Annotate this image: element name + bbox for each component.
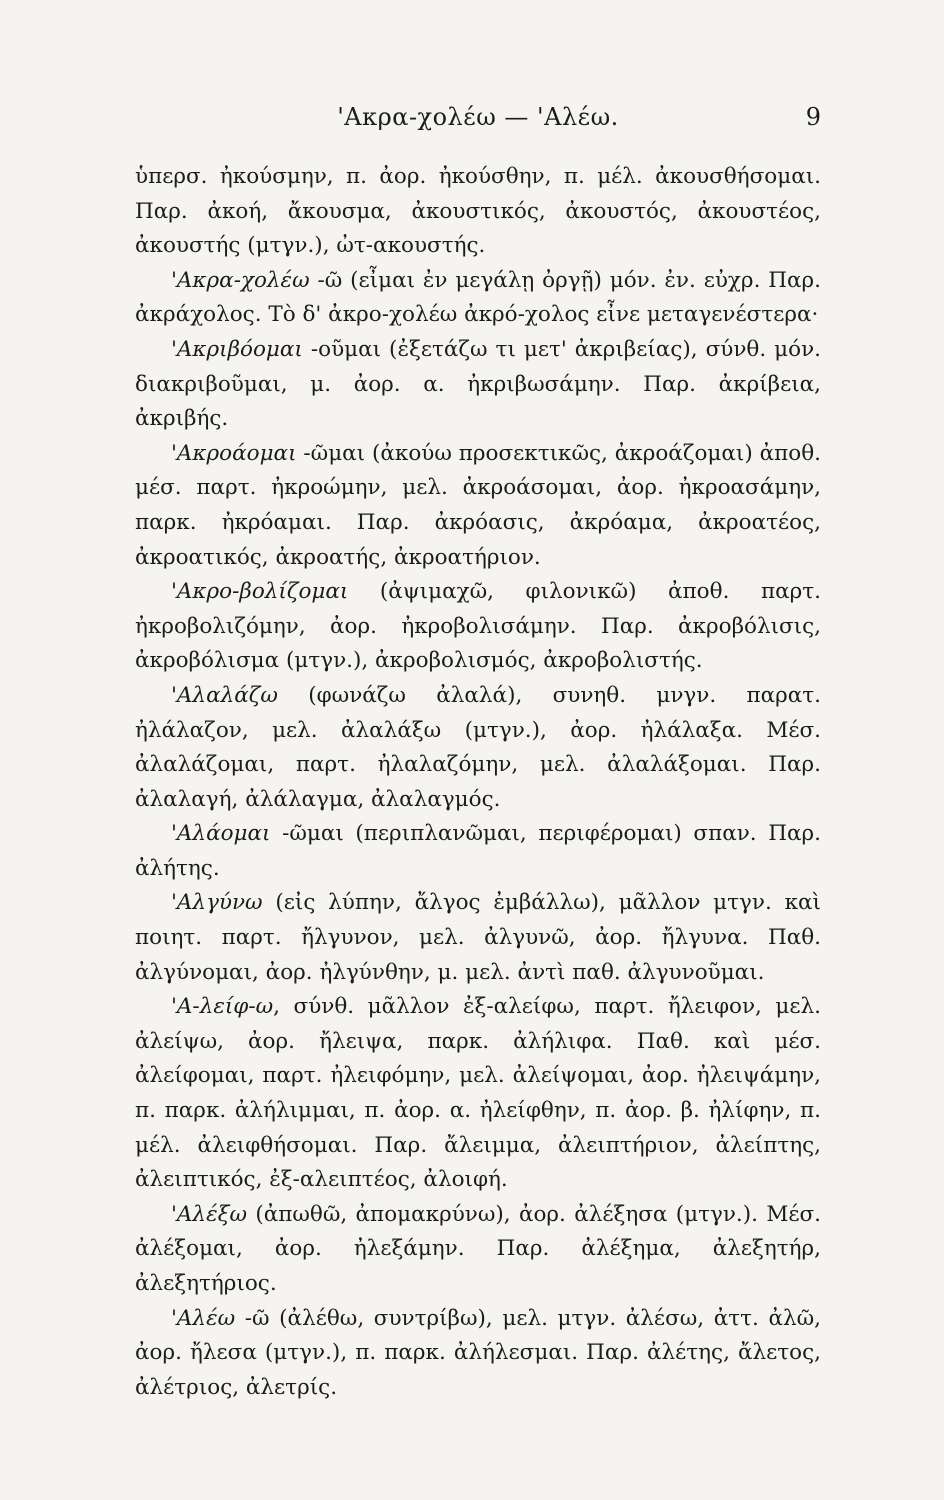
entry-text: -ῶμαι (περιπλανῶμαι, περιφέρομαι) σπαν. Παρ. ἀλήτης. [135,821,821,881]
dictionary-entry [135,437,821,575]
dictionary-entry [135,817,821,886]
entry-text: -ῶμαι (ἀκούω προσεκτικῶς, ἀκροάζομαι) ἀποθ. μέσ. παρτ. ἠκροώμην, μελ. ἀκροάσομαι, ἀορ. ἠκροασάμην, παρκ. ἠκρόαμαι. Παρ. ἀκρόασις, ἀκρόαμα, ἀκροατέος, ἀκροατικός, ἀκροατής, ἀκροατήριον. [135,440,821,570]
entry-lemma: 'Ακριβόομαι [171,336,303,362]
entry-lemma: 'Ακροάομαι [171,440,297,466]
entry-text: (ἀπωθῶ, ἀπομακρύνω), ἀορ. ἀλέξησα (μτγν.). Μέσ. ἀλέξομαι, ἀορ. ἠλεξάμην. Παρ. ἀλέξημα, ἀλεξητήρ, ἀλεξητήριος. [135,1201,821,1296]
entry-lemma: 'Αλέω [171,1305,236,1331]
entry-text: , σύνθ. μᾶλλον ἐξ-αλείφω, παρτ. ἤλειφον, μελ. ἀλείψω, ἀορ. ἤλειψα, παρκ. ἀλήλιφα. Παθ. καὶ μέσ. ἀλείφομαι, παρτ. ἠλειφόμην, μελ. ἀλείψομαι, ἀορ. ἠλειψάμην, π. παρκ. ἀλήλιμμαι, π. ἀορ. α. ἠλείφθην, π. ἀορ. β. ἠλίφην, π. μέλ. ἀλειφθήσομαι. Παρ. ἄλειμμα, ἀλειπτήριον, ἀλείπτης, ἀλειπτικός, ἐξ-αλειπτέος, ἀλοιφή. [135,994,821,1193]
entry-text: -οῦμαι (ἐξετάζω τι μετ' ἀκριβείας), σύνθ. μόν. διακριβοῦμαι, μ. ἀορ. α. ἠκριβωσάμην. Παρ. ἀκρίβεια, ἀκριβής. [135,336,821,432]
entry-lemma: 'Αλάομαι [171,821,271,847]
dictionary-text [135,160,821,1405]
dictionary-entry [135,886,821,990]
entry-lemma: 'Α-λείφ-ω [171,994,274,1020]
running-head [135,103,821,143]
entry-lemma: 'Αλέξω [171,1201,247,1227]
entry-text: (φωνάζω ἀλαλά), συνηθ. μνγν. παρατ. ἠλάλαζον, μελ. ἀλαλάξω (μτγν.), ἀορ. ἠλάλαξα. Μέσ. ἀλαλάζομαι, παρτ. ἠλαλαζόμην, μελ. ἀλαλάξομαι. Παρ. ἀλαλαγή, ἀλάλαγμα, ἀλαλαγμός. [135,682,821,812]
entry-lemma: 'Ακρο-βολίζομαι [171,579,349,605]
entry-text: (ἀψιμαχῶ, φιλονικῶ) ἀποθ. παρτ. ἠκροβολιζόμην, ἀορ. ἠκροβολισάμην. Παρ. ἀκροβόλισις, ἀκροβόλισμα (μτγν.), ἀκροβολισμός, ἀκροβολιστής. [135,579,821,674]
entry-text: -ῶ (ἀλέθω, συντρίβω), μελ. μτγν. ἀλέσω, ἀττ. ἀλῶ, ἀορ. ἤλεσα (μτγν.), π. παρκ. ἀλήλεσμαι. Παρ. ἀλέτης, ἄλετος, ἀλέτριος, ἀλετρίς. [135,1305,821,1400]
entry-continuation [135,160,821,264]
entry-lemma: 'Αλαλάζω [171,682,278,708]
dictionary-entry [135,1302,821,1406]
entry-lemma: 'Ακρα-χολέω [171,267,310,293]
dictionary-entry [135,679,821,817]
entry-text: (εἰς λύπην, ἄλγος ἐμβάλλω), μᾶλλον μτγν. καὶ ποιητ. παρτ. ἤλγυνον, μελ. ἀλγυνῶ, ἀορ. ἤλγυνα. Παθ. ἀλγύνομαι, ἀορ. ἠλγύνθην, μ. μελ. ἀντὶ παθ. ἀλγυνοῦμαι. [135,890,821,985]
dictionary-entry [135,1198,821,1302]
page-number: 9 [805,103,821,131]
dictionary-entry [135,575,821,679]
page-title: 'Ακρα-χολέω — 'Αλέω. [337,103,619,131]
dictionary-entry [135,333,821,437]
entry-text: -ῶ (εἶμαι ἐν μεγάλῃ ὀργῇ) μόν. ἐν. εὐχρ. Παρ. ἀκράχολος. Τὸ δ' ἀκρο-χολέω ἀκρό-χολος εἶνε μεταγενέστερα· [135,267,821,328]
dictionary-entry [135,264,821,333]
entry-lemma: 'Αλγύνω [171,890,263,916]
dictionary-entry [135,990,821,1198]
entry-text: ὑπερσ. ἠκούσμην, π. ἀορ. ἠκούσθην, π. μέλ. ἀκουσθήσομαι. Παρ. ἀκοή, ἄκουσμα, ἀκουστικός, ἀκουστός, ἀκουστέος, ἀκουστής (μτγν.), ὠτ-ακουστής. [135,164,821,259]
